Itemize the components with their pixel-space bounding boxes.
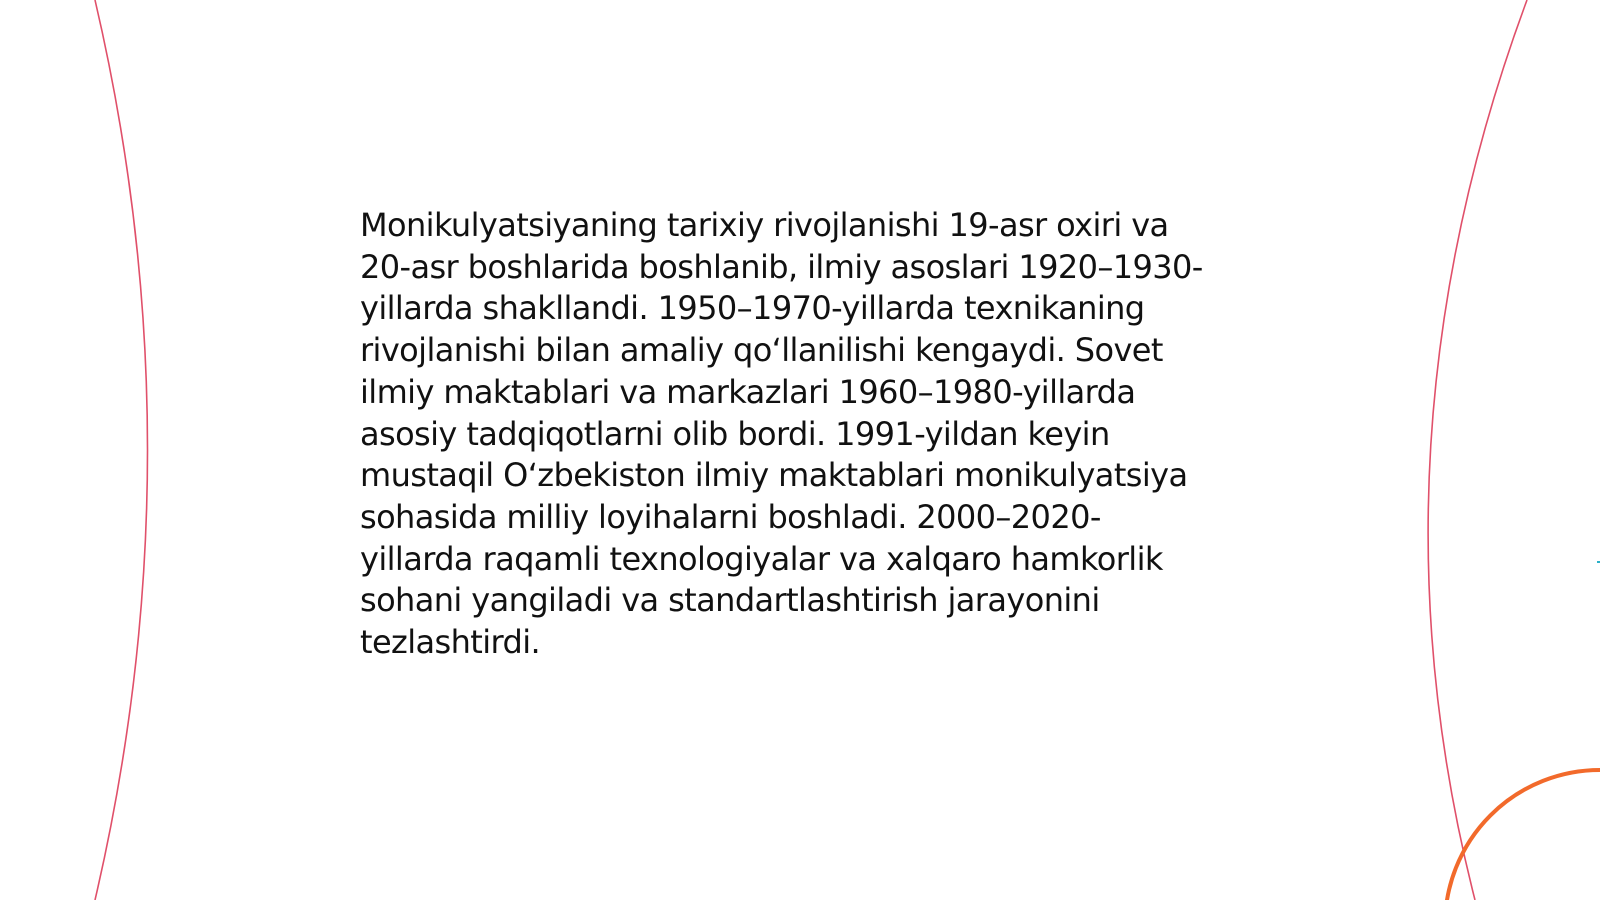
left-curve-decoration — [95, 0, 148, 900]
right-curve-decoration — [1428, 0, 1527, 900]
bottom-right-circle-decoration — [1445, 770, 1600, 900]
body-text: Monikulyatsiyaning tarixiy rivojlanishi 19-asr oxiri va 20-asr boshlarida boshlanib, ilmiy asoslari 1920–1930- yillarda shakllandi. 1950–1970-yillarda texnikaning rivojlanishi bilan amaliy qo‘llanilishi kengaydi. Sovet ilmiy maktablari va markazlari 1960–1980-yillarda asosiy tadqiqotlarni olib bordi. 1991-yildan keyin mustaqil O‘zbekiston ilmiy maktablari monikulyatsiya sohasida milliy loyihalarni boshladi. 2000–2020- yillarda raqamli texnologiyalar va xalqaro hamkorlik sohani yangiladi va standartlashtirish jarayonini tezlashtirdi. — [360, 206, 1203, 662]
